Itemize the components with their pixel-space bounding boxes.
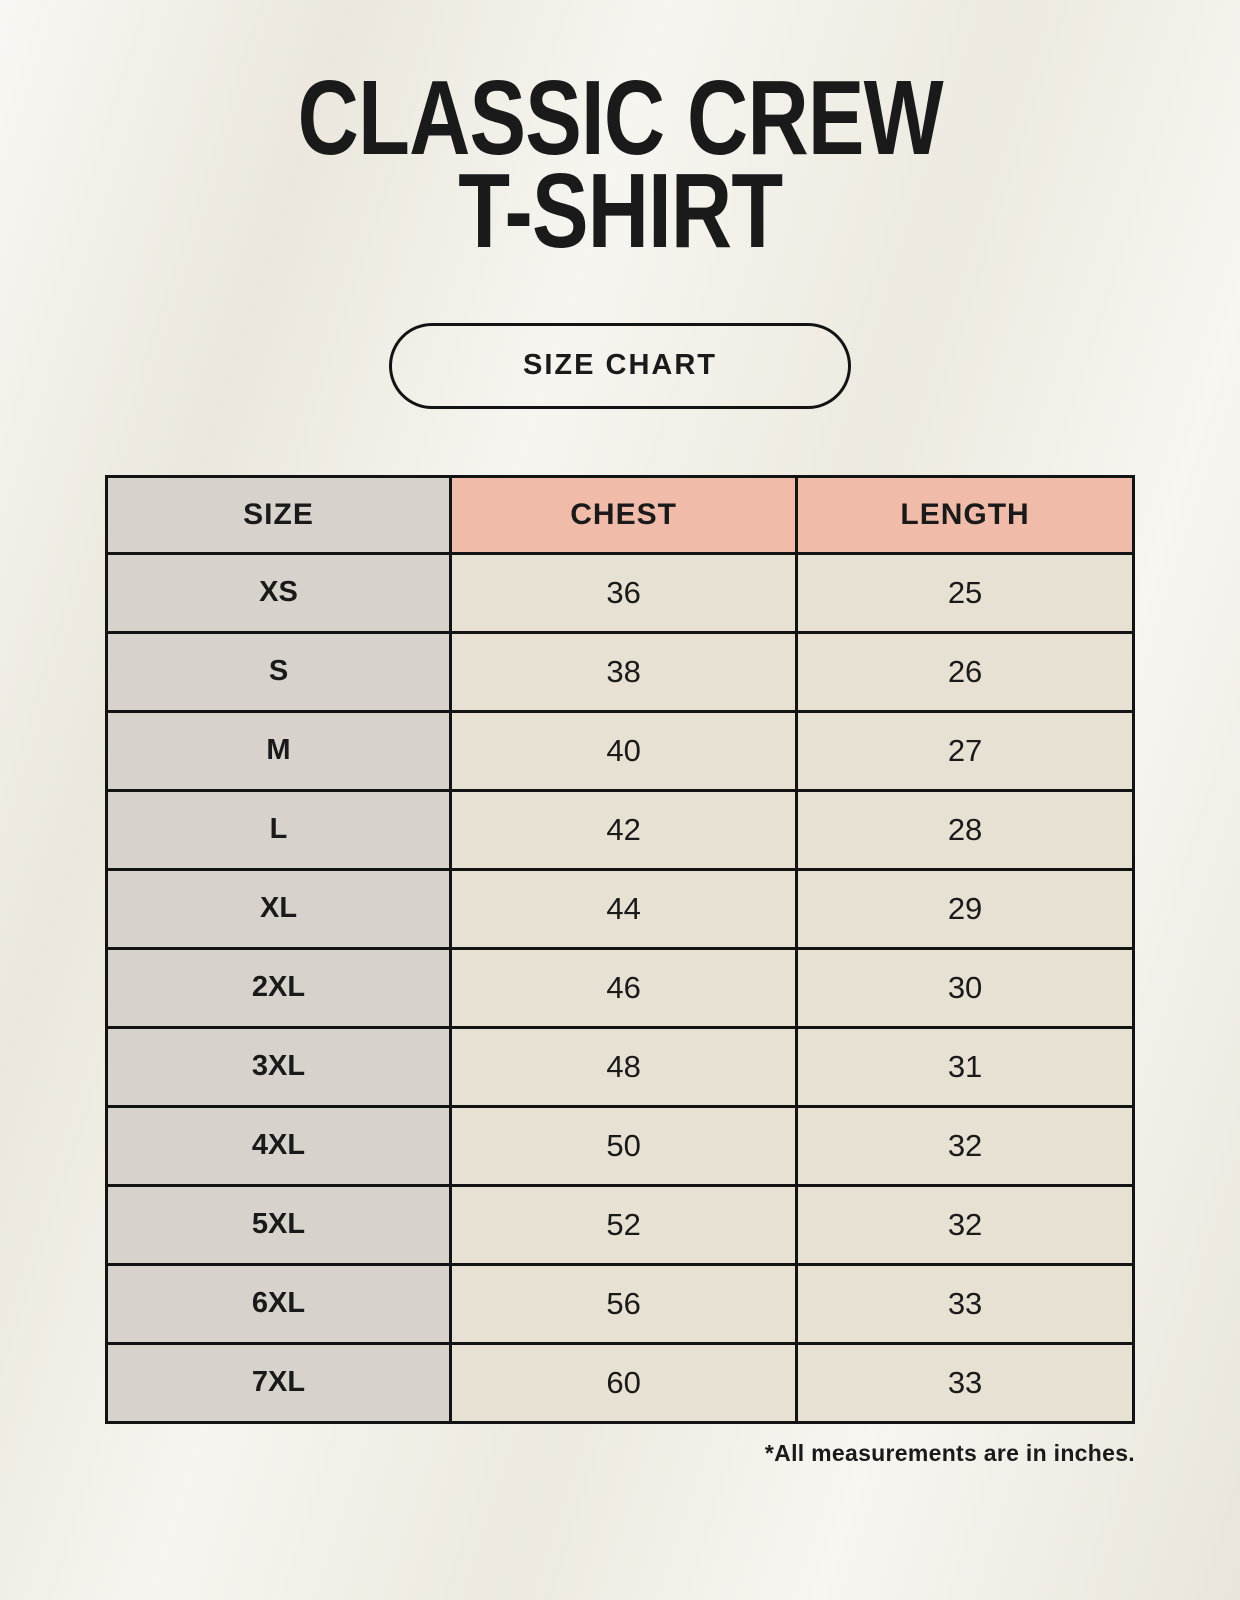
table-row <box>107 1027 1134 1106</box>
chest-cell: 42 <box>451 790 797 869</box>
table-row <box>107 869 1134 948</box>
size-cell: L <box>107 790 451 869</box>
measurements-footnote: *All measurements are in inches. <box>764 1439 1135 1466</box>
chest-cell: 52 <box>451 1185 797 1264</box>
chest-cell: 48 <box>451 1027 797 1106</box>
size-cell: XL <box>107 869 451 948</box>
chest-cell: 60 <box>451 1343 797 1422</box>
length-cell: 26 <box>797 632 1134 711</box>
length-cell: 32 <box>797 1106 1134 1185</box>
size-cell: 5XL <box>107 1185 451 1264</box>
header-row <box>107 476 1134 553</box>
chest-cell: 46 <box>451 948 797 1027</box>
size-cell: 2XL <box>107 948 451 1027</box>
chest-cell: 38 <box>451 632 797 711</box>
length-cell: 33 <box>797 1343 1134 1422</box>
table-row <box>107 1343 1134 1422</box>
size-cell: 3XL <box>107 1027 451 1106</box>
size-cell: S <box>107 632 451 711</box>
length-cell: 27 <box>797 711 1134 790</box>
page-title-line2: T-SHIRT <box>457 152 783 271</box>
size-cell: 7XL <box>107 1343 451 1422</box>
length-cell: 25 <box>797 553 1134 632</box>
table-row <box>107 711 1134 790</box>
size-chart-button[interactable] <box>389 323 851 409</box>
table-row <box>107 632 1134 711</box>
chest-cell: 56 <box>451 1264 797 1343</box>
table-row <box>107 1264 1134 1343</box>
length-cell: 32 <box>797 1185 1134 1264</box>
table-row <box>107 1106 1134 1185</box>
table-row <box>107 790 1134 869</box>
table-row <box>107 1185 1134 1264</box>
page-title <box>297 59 943 271</box>
chest-cell: 40 <box>451 711 797 790</box>
size-cell: XS <box>107 553 451 632</box>
size-cell: 4XL <box>107 1106 451 1185</box>
chest-cell: 36 <box>451 553 797 632</box>
table-row <box>107 948 1134 1027</box>
size-cell: 6XL <box>107 1264 451 1343</box>
header-chest: CHEST <box>451 476 797 553</box>
length-cell: 31 <box>797 1027 1134 1106</box>
size-chart-table-wrap <box>105 475 1135 1424</box>
length-cell: 29 <box>797 869 1134 948</box>
size-chart-table <box>105 475 1135 1424</box>
length-cell: 28 <box>797 790 1134 869</box>
size-chart-button-label: SIZE CHART <box>523 349 717 382</box>
length-cell: 33 <box>797 1264 1134 1343</box>
header-size: SIZE <box>107 476 451 553</box>
header-length: LENGTH <box>797 476 1134 553</box>
size-cell: M <box>107 711 451 790</box>
length-cell: 30 <box>797 948 1134 1027</box>
page-title-line1: CLASSIC CREW <box>297 59 943 177</box>
size-table-body <box>107 553 1134 1422</box>
chest-cell: 44 <box>451 869 797 948</box>
table-row <box>107 553 1134 632</box>
chest-cell: 50 <box>451 1106 797 1185</box>
